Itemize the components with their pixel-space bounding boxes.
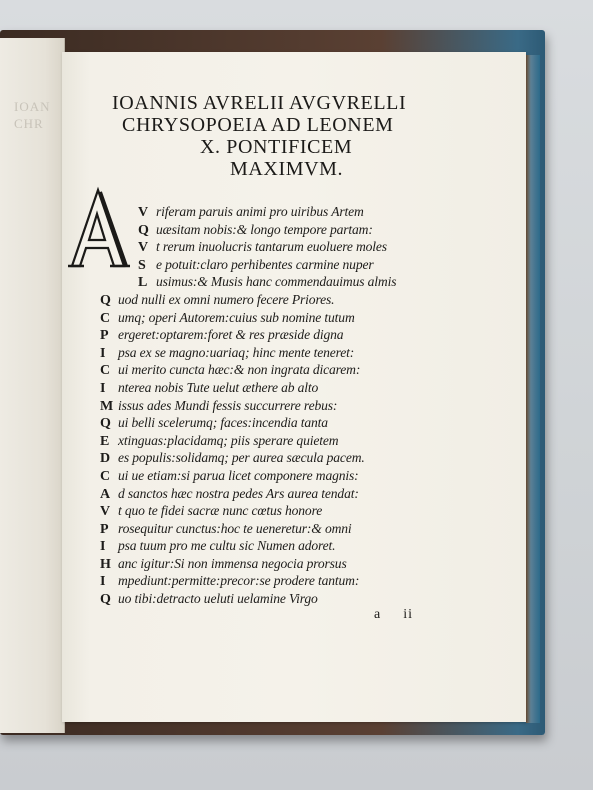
verse-line [100, 467, 500, 485]
line-initial: Q [100, 416, 111, 432]
verse-line [100, 432, 500, 450]
line-text: issus ades Mundi fessis succurrere rebus: [118, 397, 338, 413]
title-line: MAXIMVM. [230, 158, 344, 180]
line-initial: I [100, 345, 106, 361]
verse-line [100, 537, 500, 555]
line-text: ui belli scelerumq; faces:incendia tanta [118, 415, 328, 431]
verse-line [100, 326, 500, 344]
line-text: e potuit:claro perhibentes carmine nuper [156, 256, 374, 272]
line-text: nterea nobis Tute uelut æthere ab alto [118, 379, 319, 395]
verse-line [100, 502, 500, 520]
verse-line [100, 344, 500, 362]
verse-line [100, 273, 500, 291]
line-initial: L [138, 275, 148, 291]
verse-line [100, 379, 500, 397]
line-initial: V [138, 240, 148, 256]
line-initial: M [100, 398, 114, 414]
verse-line [100, 485, 500, 503]
line-text: anc igitur:Si non immensa negocia prorsus [118, 555, 347, 571]
printed-page [62, 52, 526, 722]
verse-line [100, 291, 500, 309]
signature-number: ii [403, 607, 413, 622]
title-line: IOANNIS AVRELII AVGVRELLI [112, 92, 407, 114]
verse-line [100, 572, 500, 590]
line-text: umq; operi Autorem:cuius sub nomine tutum [118, 309, 355, 325]
verse-line [97, 238, 500, 256]
page-edges [526, 55, 540, 723]
verse-line [100, 361, 500, 379]
line-text: uo tibi:detracto ueluti uelamine Virgo [118, 591, 318, 607]
verse-line [100, 555, 500, 573]
line-text: usimus:& Musis hanc commendauimus almis [156, 274, 397, 290]
line-initial: I [100, 539, 106, 555]
verse-line [100, 397, 500, 415]
line-initial: Q [138, 222, 149, 238]
title-line: CHRYSOPOEIA AD LEONEM [122, 114, 394, 136]
line-text: ui merito cuncta hæc:& non ingrata dicarem: [118, 362, 361, 378]
line-text: xtinguas:placidamq; piis sperare quietem [118, 432, 339, 448]
line-initial: I [100, 380, 106, 396]
verse-text [97, 203, 500, 608]
line-initial: C [100, 468, 110, 484]
line-text: rosequitur cunctus:hoc te ueneretur:& omni [118, 520, 352, 536]
verse-line [100, 256, 500, 274]
verse-line [100, 590, 500, 608]
line-text: psa tuum pro me cultu sic Numen adoret. [118, 538, 336, 554]
line-text: t quo te fidei sacræ nunc cœtus honore [118, 503, 323, 519]
line-initial: E [100, 433, 110, 449]
line-initial: Q [100, 592, 111, 608]
line-text: ergeret:optarem:foret & res præside digna [118, 327, 344, 343]
line-text: uod nulli ex omni numero fecere Priores. [118, 291, 335, 307]
line-initial: D [100, 451, 110, 467]
line-initial: V [100, 504, 110, 520]
verse-line [100, 414, 500, 432]
line-text: riferam paruis animi pro uiribus Artem [156, 204, 364, 219]
verse-line [100, 221, 500, 239]
line-text: uæsitam nobis:& longo tempore partam: [156, 221, 373, 237]
line-initial: A [100, 486, 110, 502]
line-initial: P [100, 521, 109, 537]
line-initial: C [100, 363, 110, 379]
verse-line [100, 520, 500, 538]
signature-mark [374, 607, 413, 623]
line-text: ui ue etiam:si parua licet componere magnis: [118, 467, 359, 483]
signature-letter: a [374, 607, 382, 622]
page-title [112, 92, 472, 180]
svg-text:A: A [97, 246, 99, 247]
left-page-showthrough: IOAN CHR [14, 99, 51, 131]
title-line: X. PONTIFICEM [200, 136, 353, 158]
line-text: t rerum inuolucris tantarum euoluere moles [156, 239, 387, 255]
line-initial: V [138, 205, 148, 220]
line-initial: H [100, 556, 111, 572]
line-text: mpediunt:permitte:precor:se prodere tantum: [118, 573, 360, 589]
line-initial: P [100, 328, 109, 344]
line-text: psa ex se magno:uariaq; hinc mente teneret: [118, 344, 355, 360]
line-text: d sanctos hæc nostra pedes Ars aurea tendat: [118, 485, 359, 501]
line-initial: S [138, 257, 146, 273]
left-page [0, 38, 65, 733]
line-initial: C [100, 310, 110, 326]
verse-line [100, 449, 500, 467]
line-text: es populis:solidamq; per aurea sæcula pacem. [118, 450, 365, 466]
line-initial: I [100, 574, 106, 590]
verse-line [100, 309, 500, 327]
verse-line [100, 203, 500, 221]
line-initial: Q [100, 292, 111, 308]
